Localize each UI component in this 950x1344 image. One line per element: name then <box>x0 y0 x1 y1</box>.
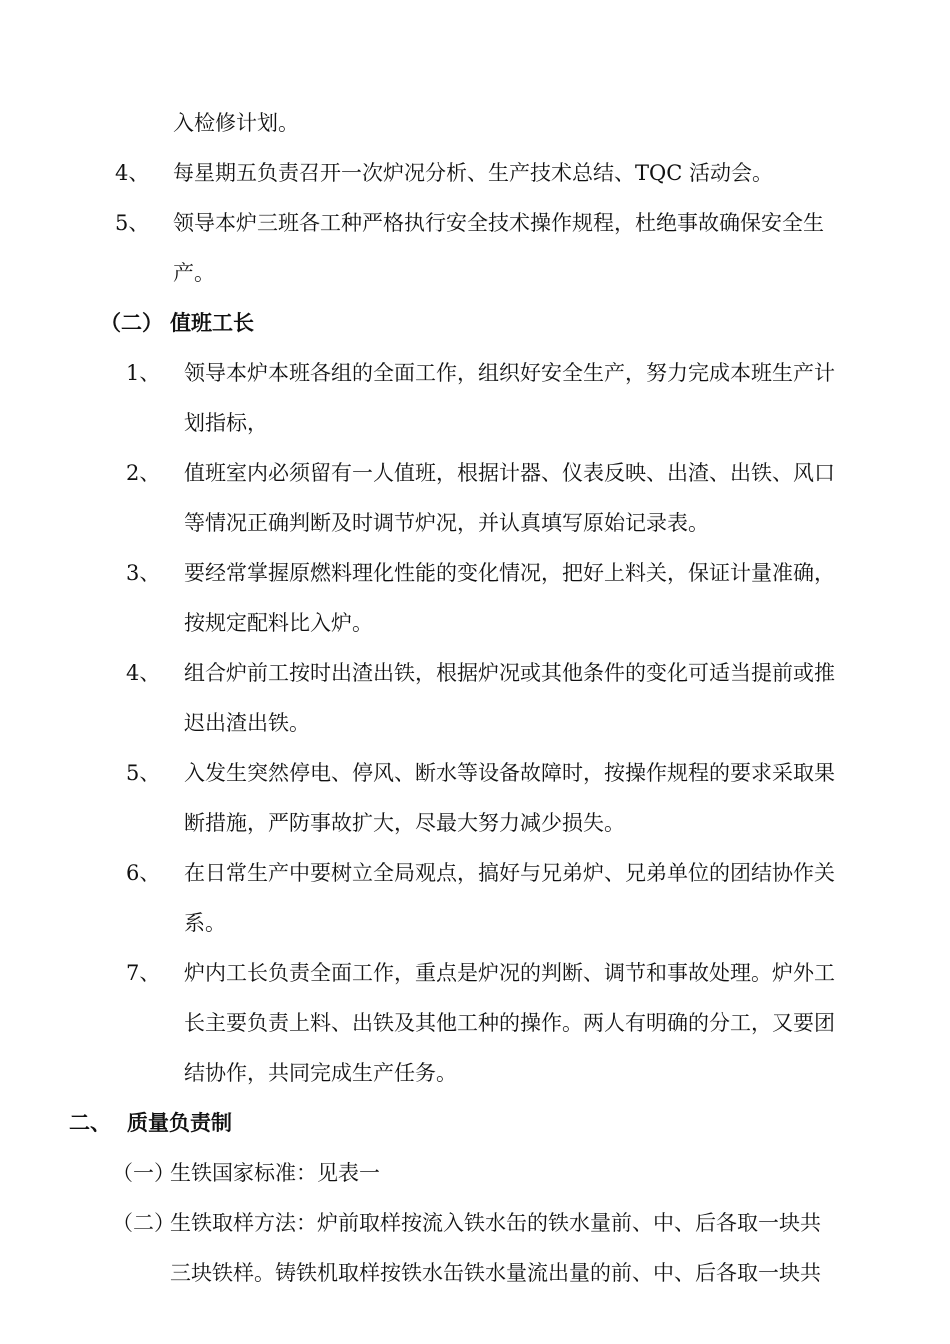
item-text: 长主要负责上料、出铁及其他工种的操作。两人有明确的分工，又要团 <box>184 1011 835 1035</box>
item-number: （一） <box>112 1161 175 1185</box>
item-number: 7、 <box>126 961 161 985</box>
item-text: 系。 <box>184 911 226 935</box>
item-number: 4、 <box>126 661 161 685</box>
item-text: 等情况正确判断及时调节炉况，并认真填写原始记录表。 <box>184 511 709 535</box>
item-number: （二） <box>112 1211 175 1235</box>
item-text: 要经常掌握原燃料理化性能的变化情况，把好上料关，保证计量准确， <box>184 561 835 585</box>
item-text: 值班室内必须留有一人值班，根据计器、仪表反映、出渣、出铁、风口 <box>184 461 835 485</box>
item-text: 结协作，共同完成生产任务。 <box>184 1061 457 1085</box>
item-number: 5、 <box>115 211 150 235</box>
item-text: 每星期五负责召开一次炉况分析、生产技术总结、TQC 活动会。 <box>173 161 773 185</box>
item-text: 三块铁样。铸铁机取样按铁水缶铁水量流出量的前、中、后各取一块共 <box>170 1261 821 1285</box>
subsection-number: （二） <box>100 310 163 335</box>
item-number: 4、 <box>115 161 150 185</box>
item-text: 炉内工长负责全面工作，重点是炉况的判断、调节和事故处理。炉外工 <box>184 961 835 985</box>
item-number: 6、 <box>126 861 161 885</box>
item-text: 领导本炉本班各组的全面工作，组织好安全生产，努力完成本班生产计 <box>184 361 835 385</box>
item-text: 生铁取样方法：炉前取样按流入铁水缶的铁水量前、中、后各取一块共 <box>170 1211 821 1235</box>
section-title: 质量负责制 <box>127 1110 232 1135</box>
item-text: 组合炉前工按时出渣出铁，根据炉况或其他条件的变化可适当提前或推 <box>184 661 835 685</box>
item-text: 在日常生产中要树立全局观点，搞好与兄弟炉、兄弟单位的团结协作关 <box>184 861 835 885</box>
item-number: 1、 <box>126 361 161 385</box>
item-text: 产。 <box>173 261 215 285</box>
item-text: 领导本炉三班各工种严格执行安全技术操作规程，杜绝事故确保安全生 <box>173 211 824 235</box>
item-number: 2、 <box>126 461 161 485</box>
item-text: 入发生突然停电、停风、断水等设备故障时，按操作规程的要求采取果 <box>184 761 835 785</box>
item-number: 5、 <box>126 761 161 785</box>
continuation-line: 入检修计划。 <box>173 111 299 135</box>
subsection-title: 值班工长 <box>170 310 254 335</box>
item-number: 3、 <box>126 561 161 585</box>
section-number: 二、 <box>69 1110 111 1135</box>
item-text: 迟出渣出铁。 <box>184 711 310 735</box>
item-text: 按规定配料比入炉。 <box>184 611 373 635</box>
item-text: 断措施，严防事故扩大，尽最大努力减少损失。 <box>184 811 625 835</box>
item-text: 划指标， <box>184 411 268 435</box>
item-text: 生铁国家标准：见表一 <box>170 1161 380 1185</box>
